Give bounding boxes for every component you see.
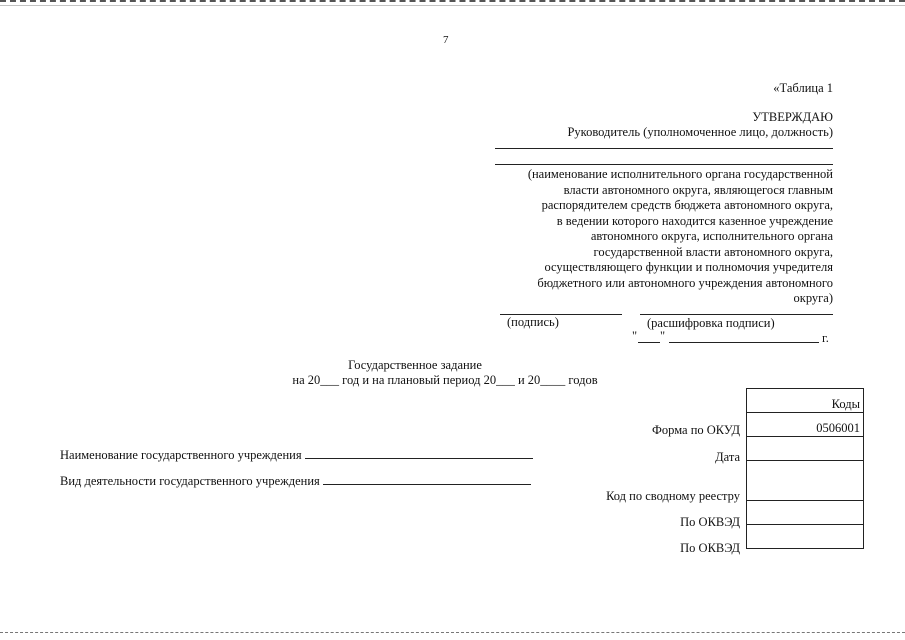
organ-line: власти автономного округа, являющегося главным: [563, 182, 833, 197]
organ-line: распорядителем средств бюджета автономного округа,: [541, 198, 833, 212]
activity-type-field: [60, 472, 531, 489]
organ-line: автономного округа, исполнительного органа: [590, 229, 833, 243]
organ-description: [495, 167, 833, 307]
organ-line: в ведении которого находится казенное учреждение: [556, 213, 833, 228]
role-underline: [495, 148, 833, 149]
scan-edge-bottom: [0, 632, 905, 634]
approver-role: Руководитель (уполномоченное лицо, должность): [567, 125, 833, 139]
codes-table: [746, 388, 864, 549]
decoding-label: (расшифровка подписи): [647, 316, 775, 330]
organ-underline: [495, 164, 833, 165]
document-period: на 20___ год и на плановый период 20___ и 20____ годов: [292, 373, 598, 387]
code-cell-okved[interactable]: [747, 525, 864, 549]
date-day-line: [638, 342, 660, 343]
date-month-line: [669, 342, 819, 343]
institution-name-label: Наименование государственного учреждения: [60, 448, 302, 462]
organ-line: округа): [793, 291, 833, 305]
activity-type-label: Вид деятельности государственного учреждения: [60, 474, 320, 488]
code-row-label: Форма по ОКУД: [652, 423, 740, 437]
scan-edge-top-shadow: [0, 5, 905, 6]
code-cell-registry[interactable]: [747, 461, 864, 501]
organ-line: бюджетного или автономного учреждения автономного: [537, 275, 833, 290]
code-row-label: По ОКВЭД: [680, 515, 740, 529]
organ-line: государственной власти автономного округа,: [593, 244, 833, 259]
signature-label: (подпись): [507, 315, 559, 329]
date-quote-open: ": [632, 329, 638, 343]
page-number: 7: [443, 34, 449, 46]
code-row-label: По ОКВЭД: [680, 541, 740, 555]
organ-line: осуществляющего функции и полномочия учредителя: [544, 260, 833, 274]
codes-header: Коды: [747, 389, 864, 413]
code-row-label: Дата: [715, 450, 740, 464]
code-row-label: Код по сводному реестру: [606, 489, 740, 503]
year-suffix: г.: [822, 331, 829, 345]
code-cell-okved[interactable]: [747, 501, 864, 525]
code-cell-date[interactable]: [747, 437, 864, 461]
decoding-line: [640, 314, 833, 315]
organ-line: (наименование исполнительного органа государственной: [527, 167, 833, 181]
table-reference: «Таблица 1: [773, 81, 833, 95]
code-cell-okud[interactable]: 0506001: [747, 413, 864, 437]
document-title: Государственное задание: [348, 358, 482, 372]
activity-type-blank[interactable]: [323, 472, 531, 485]
approve-heading: УТВЕРЖДАЮ: [752, 110, 833, 124]
date-quote-close: ": [660, 329, 666, 343]
